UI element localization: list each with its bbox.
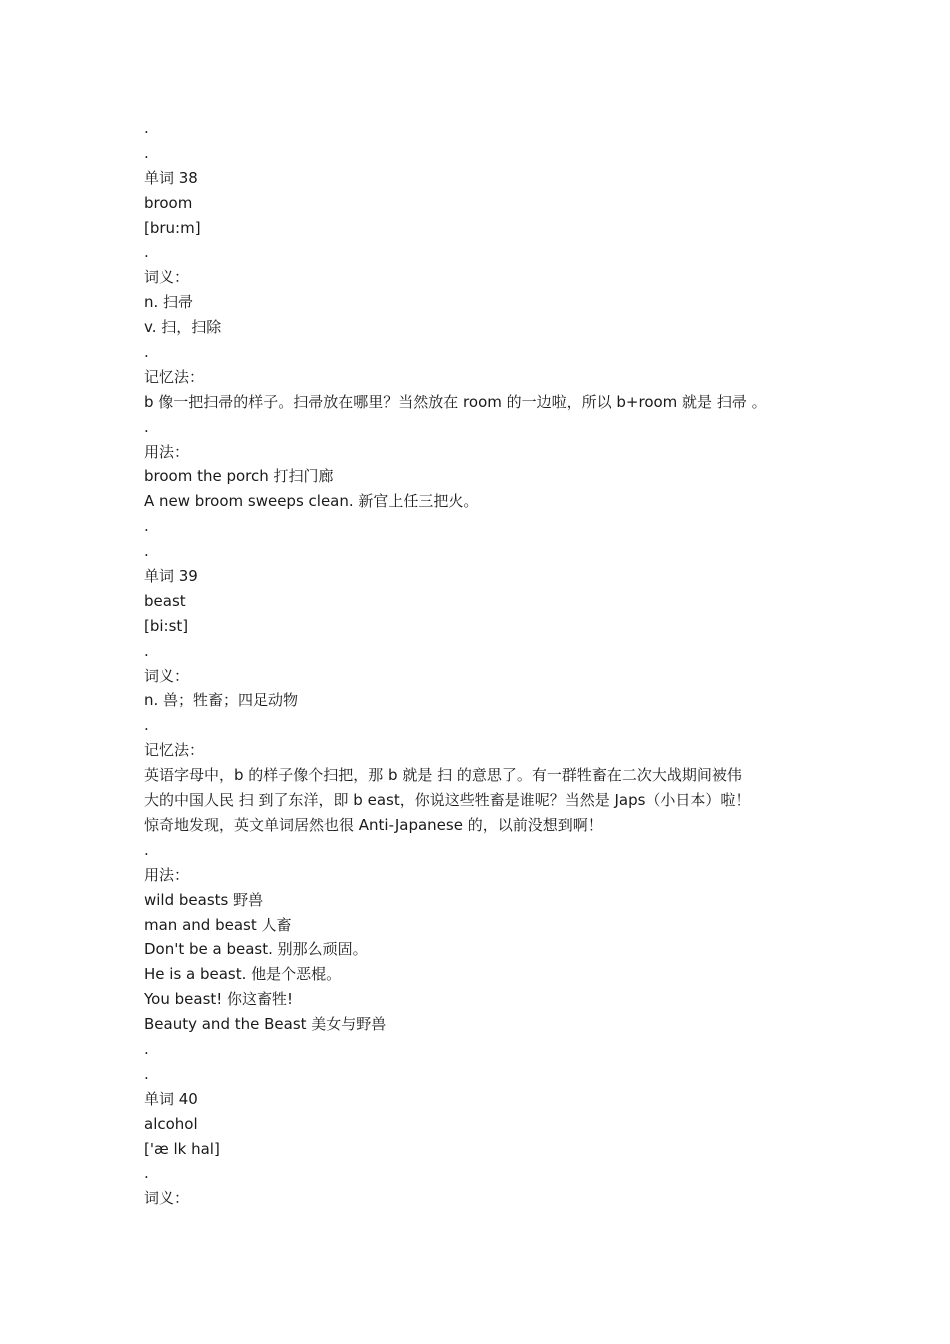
meaning-line: v. 扫，扫除	[144, 318, 222, 337]
separator-dot: .	[144, 243, 149, 262]
word-headword: broom	[144, 193, 193, 212]
separator-dot: .	[144, 417, 149, 436]
section-label-usage: 用法：	[144, 442, 190, 461]
usage-line: broom the porch 打扫门廊	[144, 467, 334, 486]
usage-line: Don't be a beast. 别那么顽固。	[144, 940, 368, 959]
document-body	[144, 116, 824, 1211]
usage-line: You beast! 你这畜牲!	[144, 990, 294, 1009]
usage-line: wild beasts 野兽	[144, 890, 264, 909]
separator-dot: .	[144, 1064, 149, 1083]
section-label-meaning: 词义：	[144, 666, 190, 685]
mnemonic-line: 惊奇地发现，英文单词居然也很 Anti-Japanese 的，以前没想到啊！	[144, 815, 603, 834]
separator-dot: .	[144, 840, 149, 859]
mnemonic-line: 大的中国人民 扫 到了东洋，即 b east，你说这些牲畜是谁呢？当然是 Japs（小日本）啦！	[144, 791, 751, 810]
separator-dot: .	[144, 716, 149, 735]
word-phonetic: [bru:m]	[144, 218, 201, 237]
section-label-mnemonic: 记忆法：	[144, 741, 205, 760]
separator-dot: .	[144, 119, 149, 137]
separator-dot: .	[144, 1039, 149, 1058]
usage-line: Beauty and the Beast 美女与野兽	[144, 1015, 387, 1034]
section-label-meaning: 词义：	[144, 268, 190, 287]
usage-line: man and beast 人畜	[144, 915, 292, 934]
meaning-line: n. 兽；牲畜；四足动物	[144, 691, 299, 710]
usage-line: A new broom sweeps clean. 新官上任三把火。	[144, 492, 479, 511]
separator-dot: .	[144, 542, 149, 561]
mnemonic-line: b 像一把扫帚的样子。扫帚放在哪里？当然放在 room 的一边啦，所以 b+room 就是 扫帚 。	[144, 392, 767, 411]
separator-dot: .	[144, 517, 149, 536]
word-headword: beast	[144, 591, 186, 610]
word-phonetic: ['æ lk hal]	[144, 1139, 220, 1158]
word-heading: 单词 39	[144, 567, 198, 586]
section-label-mnemonic: 记忆法：	[144, 367, 205, 386]
meaning-line: n. 扫帚	[144, 293, 194, 312]
section-label-meaning: 词义：	[144, 1189, 190, 1208]
word-heading: 单词 40	[144, 1089, 198, 1108]
separator-dot: .	[144, 1164, 149, 1183]
usage-line: He is a beast. 他是个恶棍。	[144, 965, 342, 984]
section-label-usage: 用法：	[144, 865, 190, 884]
mnemonic-line: 英语字母中，b 的样子像个扫把，那 b 就是 扫 的意思了。有一群牲畜在二次大战期间被伟	[144, 766, 742, 785]
separator-dot: .	[144, 143, 149, 162]
word-heading: 单词 38	[144, 168, 198, 187]
word-phonetic: [bi:st]	[144, 616, 189, 635]
separator-dot: .	[144, 343, 149, 362]
separator-dot: .	[144, 641, 149, 660]
word-headword: alcohol	[144, 1114, 198, 1133]
